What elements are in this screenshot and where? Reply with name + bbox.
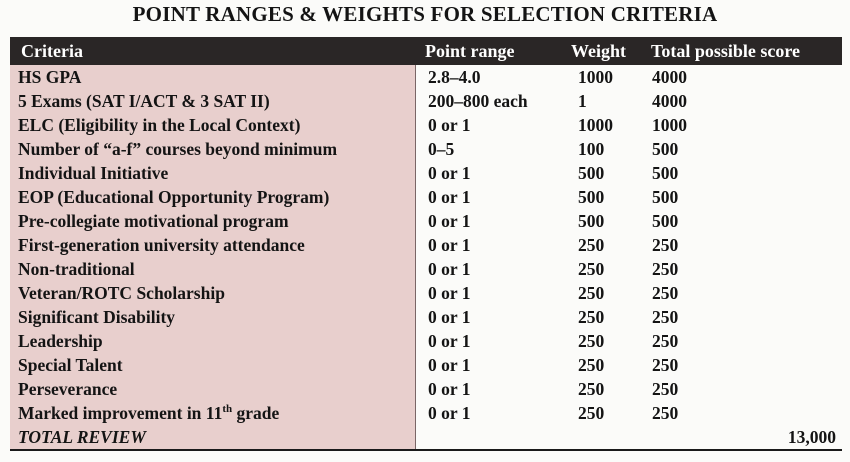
weight-cell: 250: [578, 378, 605, 399]
total-cell: 4000: [652, 66, 687, 87]
criteria-cell: Perseverance: [18, 378, 118, 399]
point-range-cell: 0 or 1: [428, 114, 471, 135]
table-row: [10, 65, 842, 89]
total-cell: 500: [652, 210, 679, 231]
total-cell: 250: [652, 402, 679, 423]
point-range-cell: 0–5: [428, 138, 455, 159]
total-cell: 250: [652, 330, 679, 351]
table-row: [10, 161, 842, 185]
table-row: [10, 257, 842, 281]
weight-cell: 250: [578, 258, 605, 279]
point-range-cell: 0 or 1: [428, 378, 471, 399]
criteria-cell: First-generation university attendance: [18, 234, 305, 255]
point-range-cell: 0 or 1: [428, 162, 471, 183]
table-row: [10, 401, 842, 425]
table-header: [10, 37, 842, 65]
total-cell: 250: [652, 258, 679, 279]
header-criteria: Criteria: [21, 40, 83, 61]
total-cell: 4000: [652, 90, 687, 111]
total-cell: 500: [652, 186, 679, 207]
criteria-cell: Leadership: [18, 330, 103, 351]
criteria-text-suffix: grade: [232, 402, 280, 423]
weight-cell: 500: [578, 162, 605, 183]
table-row: [10, 329, 842, 353]
table-row: [10, 233, 842, 257]
weight-cell: 250: [578, 354, 605, 375]
total-cell: 500: [652, 138, 679, 159]
criteria-cell: Number of “a-f” courses beyond minimum: [18, 138, 338, 159]
total-cell: 250: [652, 234, 679, 255]
table-row: [10, 209, 842, 233]
header-total: Total possible score: [651, 40, 801, 61]
table-row: [10, 113, 842, 137]
criteria-cell: 5 Exams (SAT I/ACT & 3 SAT II): [18, 90, 270, 111]
point-range-cell: 0 or 1: [428, 354, 471, 375]
weight-cell: 100: [578, 138, 605, 159]
criteria-cell: Individual Initiative: [18, 162, 169, 183]
header-point-range: Point range: [425, 40, 515, 61]
point-range-cell: 0 or 1: [428, 186, 471, 207]
criteria-cell: ELC (Eligibility in the Local Context): [18, 114, 301, 135]
point-range-cell: 2.8–4.0: [428, 66, 481, 87]
total-cell: 1000: [652, 114, 687, 135]
weight-cell: 250: [578, 282, 605, 303]
criteria-cell: [10, 403, 415, 424]
weight-cell: 250: [578, 402, 605, 423]
criteria-table: [10, 37, 842, 451]
total-review-row: [10, 425, 842, 449]
point-range-cell: 200–800 each: [428, 90, 528, 111]
table-row: [10, 89, 842, 113]
criteria-cell: EOP (Educational Opportunity Program): [18, 186, 330, 207]
total-cell: 250: [652, 306, 679, 327]
table-title: POINT RANGES & WEIGHTS FOR SELECTION CRITERIA: [132, 2, 718, 26]
criteria-cell: Special Talent: [18, 354, 123, 375]
point-range-cell: 0 or 1: [428, 258, 471, 279]
point-range-cell: 0 or 1: [428, 282, 471, 303]
table-row: [10, 281, 842, 305]
criteria-cell: Significant Disability: [18, 306, 176, 327]
total-cell: 250: [652, 354, 679, 375]
table-row: [10, 377, 842, 401]
total-cell: 500: [652, 162, 679, 183]
criteria-text: Marked improvement in 11: [18, 402, 223, 423]
total-review-label: TOTAL REVIEW: [18, 426, 146, 447]
point-range-cell: 0 or 1: [428, 330, 471, 351]
weight-cell: 1000: [578, 114, 613, 135]
table-body: [10, 65, 842, 449]
superscript-th: th: [222, 402, 233, 415]
criteria-cell: Non-traditional: [18, 258, 135, 279]
weight-cell: 1: [578, 90, 587, 111]
bottom-rule: [10, 449, 842, 451]
point-range-cell: 0 or 1: [428, 210, 471, 231]
criteria-cell: Pre-collegiate motivational program: [18, 210, 289, 231]
weight-cell: 250: [578, 234, 605, 255]
point-range-cell: 0 or 1: [428, 306, 471, 327]
total-cell: 250: [652, 378, 679, 399]
weight-cell: 500: [578, 186, 605, 207]
weight-cell: 1000: [578, 66, 613, 87]
point-range-cell: 0 or 1: [428, 402, 471, 423]
criteria-cell: HS GPA: [18, 66, 82, 87]
weight-cell: 250: [578, 306, 605, 327]
total-review-value: 13,000: [787, 426, 836, 447]
table-row: [10, 353, 842, 377]
table-row: [10, 305, 842, 329]
table-row: [10, 185, 842, 209]
total-cell: 250: [652, 282, 679, 303]
point-range-cell: 0 or 1: [428, 234, 471, 255]
table-row: [10, 137, 842, 161]
weight-cell: 500: [578, 210, 605, 231]
criteria-cell: Veteran/ROTC Scholarship: [18, 282, 225, 303]
header-weight: Weight: [571, 40, 627, 61]
weight-cell: 250: [578, 330, 605, 351]
